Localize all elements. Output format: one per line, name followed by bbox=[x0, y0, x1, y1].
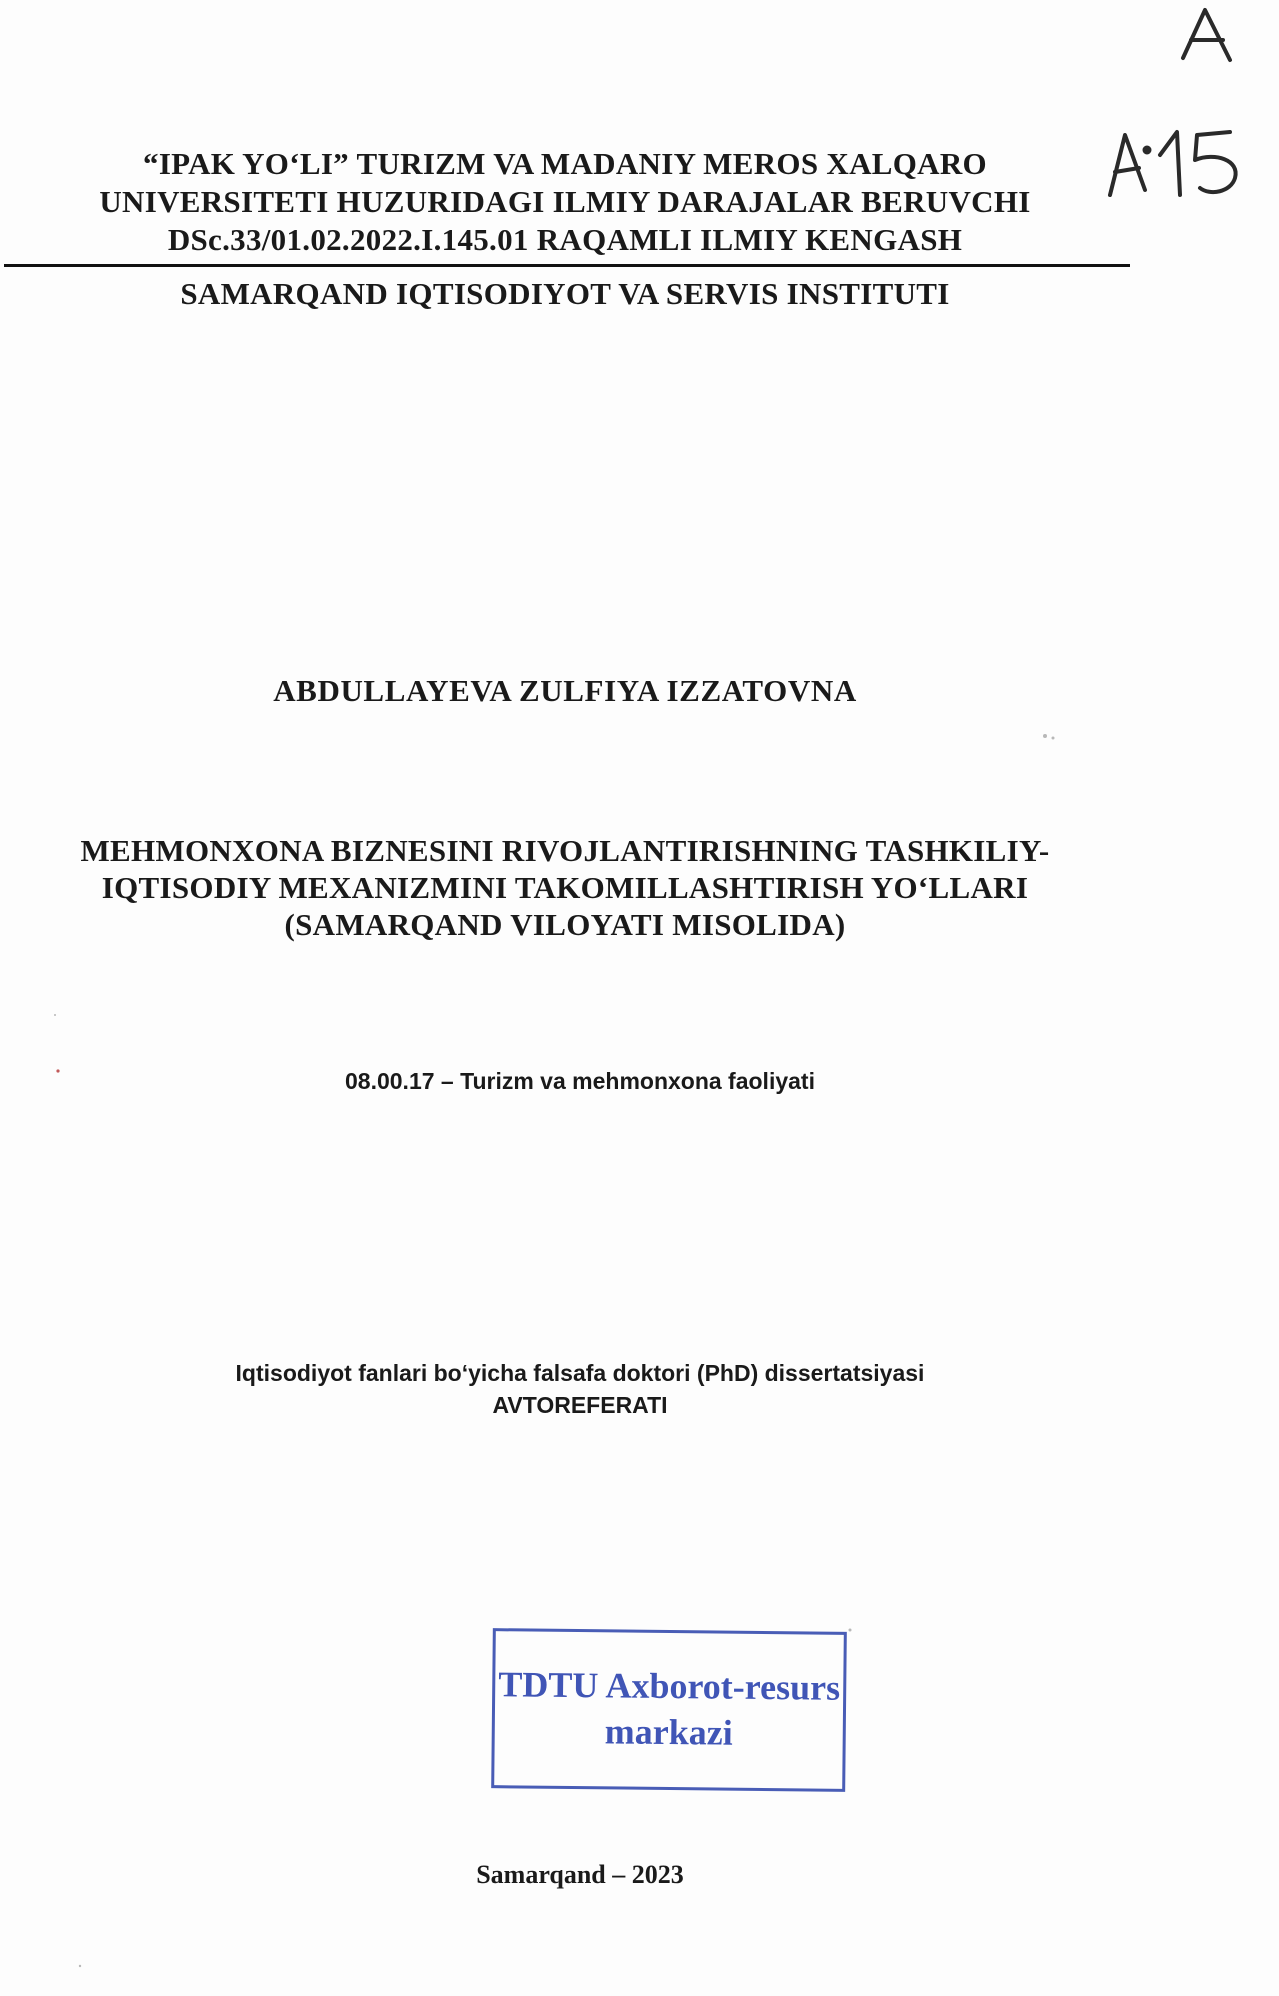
institute-name: SAMARQAND IQTISODIYOT VA SERVIS INSTITUTI bbox=[180, 276, 950, 311]
council-header-line: UNIVERSITETI HUZURIDAGI ILMIY DARAJALAR BERUVCHI bbox=[99, 184, 1031, 219]
library-stamp bbox=[491, 1628, 847, 1792]
degree-line: Iqtisodiyot fanlari bo‘yicha falsafa doktori (PhD) dissertatsiyasi bbox=[235, 1360, 925, 1386]
council-header-line: DSc.33/01.02.2022.I.145.01 RAQAMLI ILMIY KENGASH bbox=[167, 222, 963, 257]
handwritten-shelf-mark bbox=[1105, 0, 1279, 210]
degree-type: AVTOREFERATI bbox=[492, 1392, 668, 1418]
title-line: MEHMONXONA BIZNESINI RIVOJLANTIRISHNING TASHKILIY- bbox=[80, 833, 1050, 868]
dissertation-title bbox=[0, 832, 1130, 943]
stamp-line: TDTU Axborot-resurs bbox=[498, 1664, 841, 1708]
city-year: Samarqand – 2023 bbox=[476, 1860, 684, 1889]
title-line: IQTISODIY MEXANIZMINI TAKOMILLASHTIRISH YO‘LLARI bbox=[101, 870, 1029, 905]
specialty-code: 08.00.17 – Turizm va mehmonxona faoliyati bbox=[345, 1068, 815, 1094]
stamp-line: markazi bbox=[604, 1711, 733, 1753]
header-divider bbox=[4, 264, 1130, 267]
council-header-line: “IPAK YO‘LI” TURIZM VA MADANIY MEROS XALQARO bbox=[143, 146, 987, 181]
council-header bbox=[0, 145, 1130, 259]
title-line: (SAMARQAND VILOYATI MISOLIDA) bbox=[284, 907, 846, 942]
author-name: ABDULLAYEVA ZULFIYA IZZATOVNA bbox=[273, 673, 857, 708]
degree-statement bbox=[0, 1357, 1160, 1421]
